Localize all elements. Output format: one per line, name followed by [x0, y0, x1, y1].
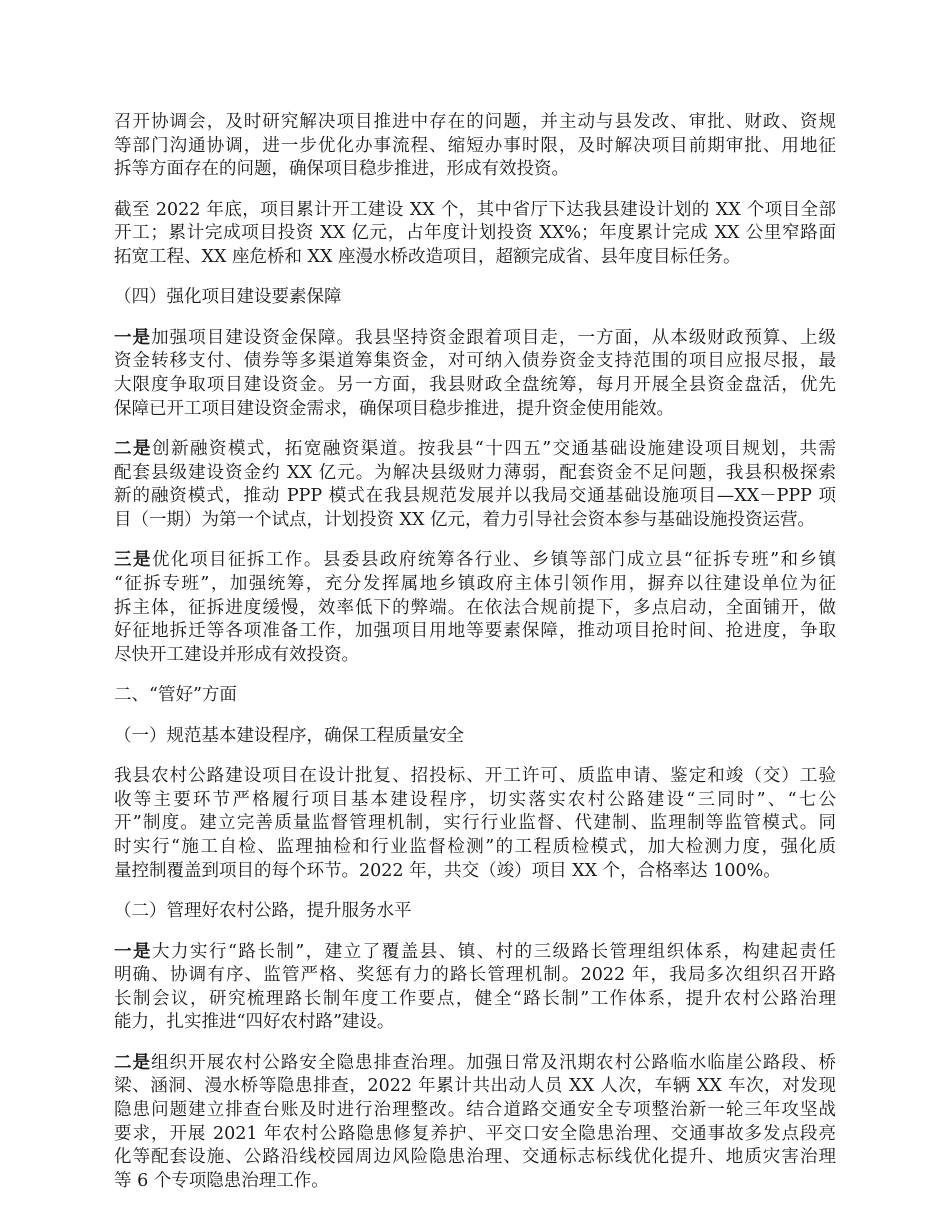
line-text: 加强项目建设资金保障。我县坚持资金跟着项目走，一方面，从本级财政预算、上级 [151, 327, 837, 348]
line-text: 时实行“施工自检、监理抽检和行业监督检测”的工程质检模式，加大检测力度，强化质 [114, 836, 836, 857]
line-text: 等 6 个专项隐患治理工作。 [114, 1170, 329, 1191]
bold-lead: 三是 [114, 550, 152, 571]
text-line [114, 549, 836, 573]
line-text: 好征地拆迁等各项准备工作，加强项目用地等要素保障，推动项目抢时间、抢进度，争取 [114, 621, 836, 642]
text-line [114, 1052, 836, 1076]
text-line [114, 509, 836, 533]
text-line [114, 812, 836, 836]
text-line [114, 1011, 836, 1035]
section-heading [114, 900, 836, 924]
text-line [114, 1099, 836, 1123]
text-line [114, 620, 836, 644]
paragraph [114, 199, 836, 270]
text-line [114, 1075, 836, 1099]
line-text: 优化项目征拆工作。县委县政府统筹各行业、乡镇等部门成立县“征拆专班”和乡镇 [151, 550, 837, 571]
text-line [114, 374, 836, 398]
paragraph [114, 549, 836, 667]
text-line [114, 327, 836, 351]
line-text: 资金转移支付、债券等多渠道筹集资金，对可纳入债券资金支持范围的项目应报尽报，最 [114, 351, 836, 372]
section-heading [114, 684, 836, 708]
line-text: 召开协调会，及时研究解决项目推进中存在的问题，并主动与县发改、审批、财政、资规 [114, 112, 836, 132]
line-text: 长制会议，研究梳理路长制年度工作要点，健全“路长制”工作体系，提升农村公路治理 [114, 988, 836, 1009]
text-line [114, 1170, 836, 1194]
paragraph [114, 765, 836, 883]
paragraph [114, 941, 836, 1035]
text-line [114, 573, 836, 597]
text-line [114, 644, 836, 668]
text-line [114, 860, 836, 884]
text-line [114, 286, 836, 310]
line-text: 收等主要环节严格履行项目基本建设程序，切实落实农村公路建设“三同时”、“七公 [114, 789, 836, 810]
line-text: 大限度争取项目建设资金。另一方面，我县财政全盘统筹，每月开展全县资金盘活，优先 [114, 375, 836, 396]
line-text: 创新融资模式，拓宽融资渠道。按我县“十四五”交通基础设施建设项目规划，共需 [151, 439, 837, 460]
line-text: 能力，扎实推进“四好农村路”建设。 [114, 1012, 395, 1033]
line-text: （四）强化项目建设要素保障 [114, 287, 342, 308]
text-line [114, 900, 836, 924]
line-text: 截至 2022 年底，项目累计开工建设 XX 个，其中省厅下达我县建设计划的 XX 个项目全部 [114, 199, 836, 220]
line-text: 明确、协调有序、监管严格、奖惩有力的路长管理机制。2022 年，我局多次组织召开路 [114, 965, 836, 986]
bold-lead: 一是 [114, 941, 152, 962]
text-line [114, 438, 836, 462]
line-text: 拆等方面存在的问题，确保项目稳步推进，形成有效投资。 [114, 159, 569, 180]
bold-lead: 二是 [114, 439, 152, 460]
paragraph [114, 111, 836, 182]
line-text: 量控制覆盖到项目的每个环节。2022 年，共交（竣）项目 XX 个，合格率达 100%。 [114, 860, 781, 881]
document-page [114, 111, 836, 1210]
text-line [114, 398, 836, 422]
text-line [114, 765, 836, 789]
text-line [114, 836, 836, 860]
line-text: 等部门沟通协调，进一步优化办事流程、缩短办事时限，及时解决项目前期审批、用地征 [114, 135, 836, 156]
line-text: 新的融资模式，推动 PPP 模式在我县规范发展并以我局交通基础设施项目—XX－PPP 项 [114, 486, 836, 507]
text-line [114, 246, 836, 270]
line-text: 开工；累计完成项目投资 XX 亿元，占年度计划投资 XX%；年度累计完成 XX 公里窄路面 [114, 223, 836, 244]
text-line [114, 941, 836, 965]
text-line [114, 222, 836, 246]
paragraph [114, 1052, 836, 1194]
text-line [114, 485, 836, 509]
text-line [114, 135, 836, 159]
text-line [114, 1146, 836, 1170]
line-text: 我县农村公路建设项目在设计批复、招投标、开工许可、质监申请、鉴定和竣（交）工验 [114, 766, 836, 787]
line-text: （二）管理好农村公路，提升服务水平 [114, 901, 412, 922]
text-line [114, 1123, 836, 1147]
text-line [114, 462, 836, 486]
line-text: （一）规范基本建设程序，确保工程质量安全 [114, 725, 464, 746]
text-line [114, 199, 836, 223]
section-heading [114, 286, 836, 310]
text-line [114, 350, 836, 374]
text-line [114, 789, 836, 813]
text-line [114, 158, 836, 182]
line-text: 拓宽工程、XX 座危桥和 XX 座漫水桥改造项目，超额完成省、县年度目标任务。 [114, 246, 741, 267]
paragraph [114, 438, 836, 532]
line-text: 梁、涵洞、漫水桥等隐患排查，2022 年累计共出动人员 XX 人次，车辆 XX 车次，对发现 [114, 1076, 836, 1097]
line-text: 化等配套设施、公路沿线校园周边风险隐患治理、交通标志标线优化提升、地质灾害治理 [114, 1147, 836, 1168]
line-text: 二、“管好”方面 [114, 685, 237, 706]
paragraph [114, 327, 836, 421]
line-text: “征拆专班”，加强统筹，充分发挥属地乡镇政府主体引领作用，摒弃以往建设单位为征 [114, 573, 836, 594]
line-text: 保障已开工项目建设资金需求，确保项目稳步推进，提升资金使用能效。 [114, 398, 674, 419]
text-line [114, 684, 836, 708]
line-text: 要求，开展 2021 年农村公路隐患修复养护、平交口安全隐患治理、交通事故多发点段亮 [114, 1123, 836, 1144]
line-text: 组织开展农村公路安全隐患排查治理。加强日常及汛期农村公路临水临崖公路段、桥 [151, 1052, 837, 1073]
text-line [114, 725, 836, 749]
line-text: 大力实行“路长制”，建立了覆盖县、镇、村的三级路长管理组织体系，构建起责任 [151, 941, 837, 962]
bold-lead: 一是 [114, 327, 152, 348]
line-text: 隐患问题建立排查台账及时进行治理整改。结合道路交通安全专项整治新一轮三年攻坚战 [114, 1099, 836, 1120]
line-text: 目（一期）为第一个试点，计划投资 XX 亿元，着力引导社会资本参与基础设施投资运营。 [114, 509, 816, 530]
section-heading [114, 725, 836, 749]
line-text: 开”制度。建立完善质量监督管理机制，实行行业监督、代建制、监理制等监管模式。同 [114, 813, 836, 834]
text-line [114, 111, 836, 135]
line-text: 配套县级建设资金约 XX 亿元。为解决县级财力薄弱，配套资金不足问题，我县积极探索 [114, 462, 836, 483]
line-text: 拆主体，征拆进度缓慢，效率低下的弊端。在依法合规前提下，多点启动，全面铺开，做 [114, 597, 836, 618]
text-line [114, 964, 836, 988]
text-line [114, 597, 836, 621]
text-line [114, 988, 836, 1012]
bold-lead: 二是 [114, 1052, 152, 1073]
line-text: 尽快开工建设并形成有效投资。 [114, 644, 359, 665]
